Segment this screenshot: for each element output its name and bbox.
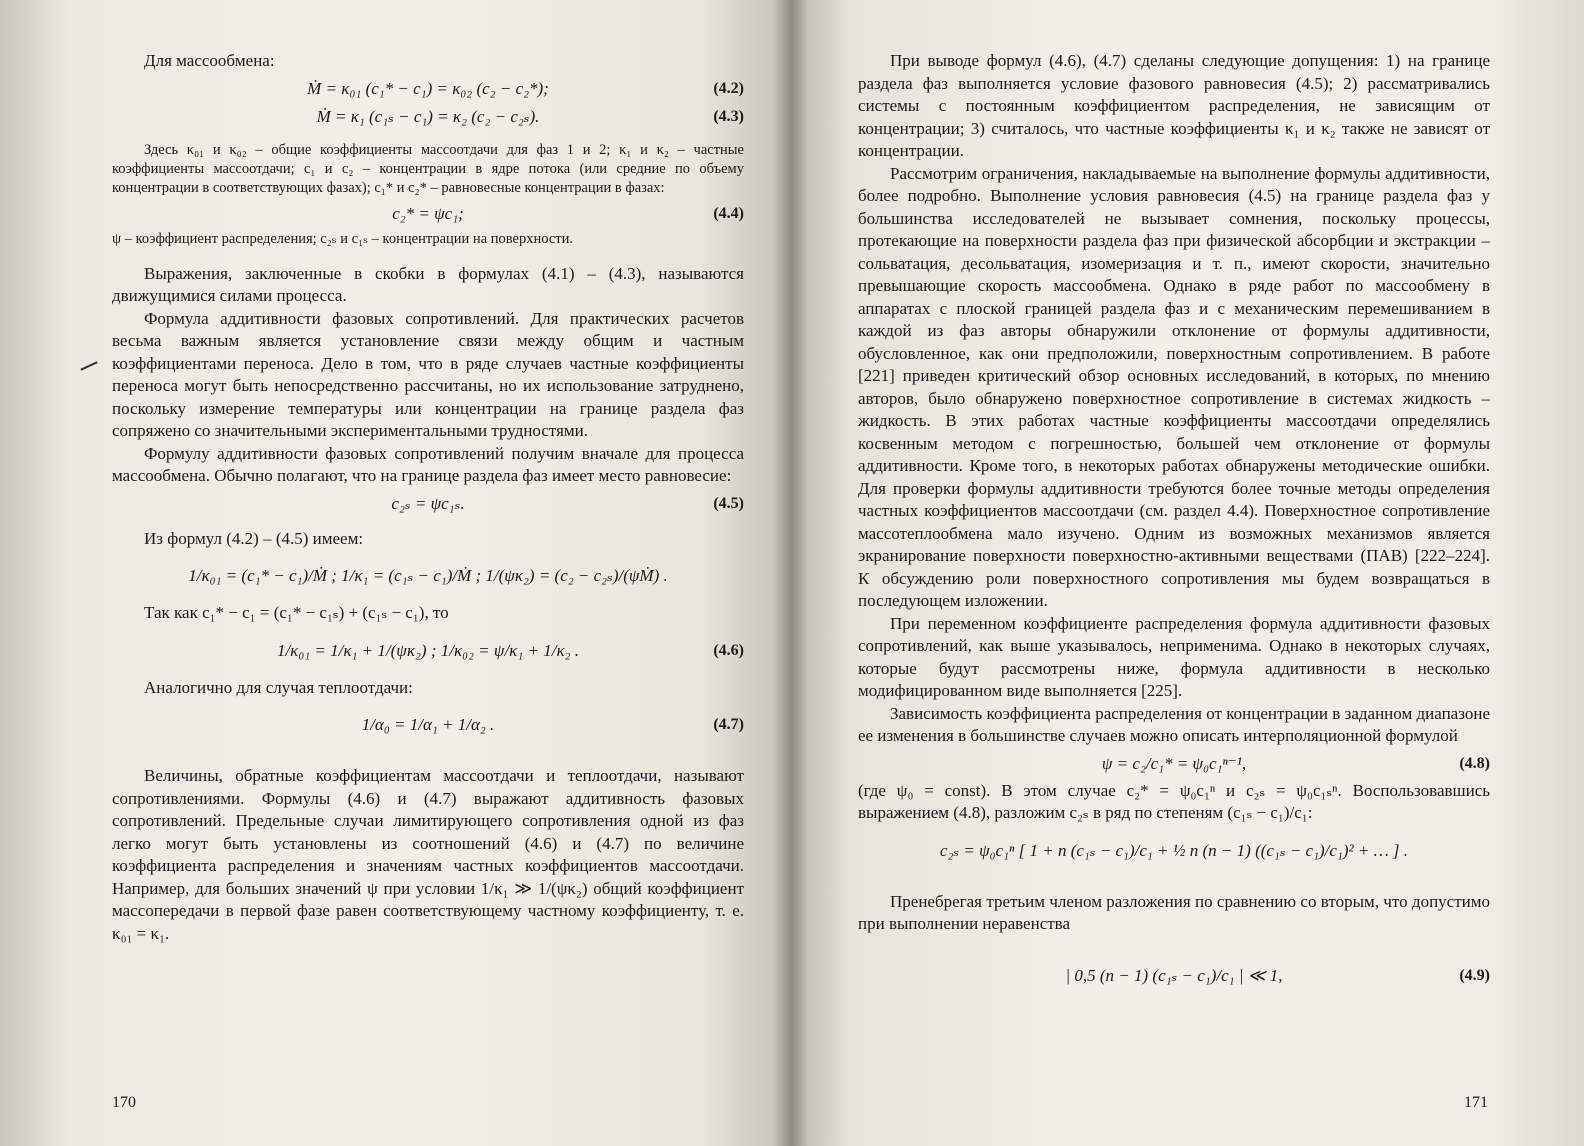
pencil-mark — [80, 361, 97, 370]
paragraph: (где ψ₀ = const). В этом случае c₂* = ψ₀c₁ⁿ и c₂ₛ = ψ₀c₁ₛⁿ. Воспользовавшись выражением (4.8), разложим c₂ₛ в ряд по степеням (c₁ₛ − c₁)/c₁: — [858, 780, 1490, 822]
formula-body: 1/κ₀₁ = (c₁* − c₁)/Ṁ ; 1/κ₁ = (c₁ₛ − c₁)/Ṁ ; 1/(ψκ₂) = (c₂ − c₂ₛ)/(ψṀ) . — [188, 566, 668, 585]
formula-body: Ṁ = κ₁ (c₁ₛ − c₁) = κ₂ (c₂ − c₂ₛ). — [316, 106, 540, 126]
equation-number: (4.2) — [713, 79, 744, 97]
paragraph: При переменном коэффициенте распределения формула аддитивности фазовых сопротивлений, как выше указывалось, неприменима. Однако в некоторых случаях, которые будут рассмотрены ниже, формула аддитивности в несколько модифицированном виде выполняется [225]. — [858, 613, 1490, 700]
formula-body: c₂* = ψc₁; — [392, 203, 464, 223]
paragraph: При выводе формул (4.6), (4.7) сделаны следующие допущения: 1) на границе раздела фаз выполняется условие фазового равновесия (4.5); 2) рассматривались системы с постоянным коэффициентом распределения, не зависящим от концентрации; 3) считалось, что частные коэффициенты κ₁ и κ₂ также не зависят от концентрации. — [858, 51, 1490, 160]
paragraph: Для массообмена: — [144, 51, 275, 70]
formula-4-3 — [112, 105, 744, 129]
paragraph: Здесь κ₀₁ и κ₀₂ – общие коэффициенты массоотдачи для фаз 1 и 2; κ₁ и κ₂ – частные коэффициенты массоотдачи; c₁ и c₂ – концентрации в ядре потока (или средние по объему концентрации в соответствующих фазах); c₁* и c₂* – равновесные концентрации в фазах: — [112, 141, 744, 196]
paragraph: Рассмотрим ограничения, накладываемые на выполнение формулы аддитивности, более подробно. Выполнение условия равновесия (4.5) на границе раздела фаз у большинства исследователей не вызывает сомнения, поскольку процессы, протекающие на поверхности раздела фаз при физической абсорбции и экстракции – сольватация, десольватация, изомеризация и т. п., имеют скорости, значительно превышающие скорость массообмена. Однако в ряде работ по массообмену в аппаратах с плоской границей раздела фаз и с механическим перемешиванием в каждой из фаз авторы обнаружили отклонение от формулы аддитивности, обусловленное, как они предположили, поверхностным сопротивлением. В работе [221] приведен критический обзор основных исследований, в которых, по мнению авторов, было обнаружено поверхностное сопротивление в системах жидкость – жидкость. В этих работах частные коэффициенты массоотдачи определялись косвенным методом с погрешностью, большей чем отклонение от формулы аддитивности. Кроме того, в некоторых работах обнаружены методические ошибки. Для проверки формулы аддитивности требуются более точные методы определения частных коэффициентов массоотдачи (см. раздел 4.4). Поверхностное сопротивление массотеплообмена мало изучено. Одним из возможных механизмов является экранирование поверхности поверхностно-активными веществами (ПАВ) [222–224]. К обсуждению роли поверхностного сопротивления мы будем возвращаться в последующем изложении. — [858, 163, 1490, 610]
paragraph: Зависимость коэффициента распределения от концентрации в заданном диапазоне ее изменения в большинстве случаев можно описать интерполяционной формулой — [858, 703, 1490, 745]
formula-4-4 — [112, 202, 744, 226]
formula-4-6 — [112, 629, 744, 673]
formula-4-7 — [112, 703, 744, 747]
paragraph: Аналогично для случая теплоотдачи: — [144, 677, 413, 697]
page-number: 170 — [112, 1094, 136, 1111]
formula-4-9 — [858, 964, 1490, 988]
equation-number: (4.6) — [713, 641, 744, 659]
formula-4-2 — [112, 77, 744, 101]
formula-body: c₂ₛ = ψ₀c₁ⁿ [ 1 + n (c₁ₛ − c₁)/c₁ + ½ n (n − 1) ((c₁ₛ − c₁)/c₁)² + … ] . — [939, 840, 1409, 860]
left-page-text — [112, 50, 744, 945]
formula-body: ψ = c₂/c₁* = ψ₀c₁ⁿ⁻¹, — [1101, 753, 1247, 773]
paragraph: Величины, обратные коэффициентам массоотдачи и теплоотдачи, называют сопротивлениями. Формулы (4.6) и (4.7) выражают аддитивность фазовых сопротивлений. Предельные случаи лимитирующего сопротивления одной из фаз легко могут быть установлены из соотношений (4.6) и (4.7) по величине коэффициента распределения и значениям частных коэффициентов массоотдачи. Например, для больших значений ψ при условии 1/κ₁ ≫ 1/(ψκ₂) общий коэффициент массопередачи в первой фазе равен соответствующему частному коэффициенту, т. е. κ₀₁ = κ₁. — [112, 766, 744, 943]
equation-number: (4.8) — [1459, 754, 1490, 772]
equation-number: (4.9) — [1459, 966, 1490, 984]
formula-fractions — [112, 554, 744, 598]
formula-body: c₂ₛ = ψc₁ₛ. — [391, 493, 465, 513]
left-page — [0, 0, 790, 1146]
paragraph: Так как c₁* − c₁ = (c₁* − c₁ₛ) + (c₁ₛ − c₁), то — [144, 603, 449, 622]
paragraph: Из формул (4.2) – (4.5) имеем: — [144, 528, 364, 548]
paragraph: Выражения, заключенные в скобки в формулах (4.1) – (4.3), называются движущимися силами процесса. — [112, 263, 744, 305]
right-page-text — [858, 50, 1490, 992]
equation-number: (4.7) — [713, 716, 744, 733]
paragraph: ψ – коэффициент распределения; c₂ₛ и c₁ₛ – концентрации на поверхности. — [112, 230, 573, 247]
formula-body: 1/κ₀₁ = 1/κ₁ + 1/(ψκ₂) ; 1/κ₀₂ = ψ/κ₁ + 1/κ₂ . — [276, 640, 580, 660]
equation-number: (4.5) — [713, 494, 744, 512]
page-number: 171 — [1464, 1094, 1488, 1111]
paragraph: Формула аддитивности фазовых сопротивлений. Для практических расчетов весьма важным является установление связи между общим и частным коэффициентами переноса. Дело в том, что в ряде случаев частные коэффициенты переноса могут быть непосредственно рассчитаны, но их использование затруднено, поскольку измерение температуры или концентрации на границе раздела фаз сопряжено со значительными экспериментальными трудностями. — [112, 308, 744, 440]
formula-4-5 — [112, 492, 744, 516]
equation-number: (4.3) — [713, 107, 744, 125]
formula-series — [858, 829, 1490, 873]
right-page — [790, 0, 1584, 1146]
book-gutter — [772, 0, 808, 1146]
paragraph: Пренебрегая третьим членом разложения по сравнению со вторым, что допустимо при выполнении неравенства — [858, 891, 1490, 933]
equation-number: (4.4) — [713, 204, 744, 222]
formula-body: 1/α₀ = 1/α₁ + 1/α₂ . — [361, 715, 495, 734]
formula-body: | 0,5 (n − 1) (c₁ₛ − c₁)/c₁ | ≪ 1, — [1065, 965, 1283, 985]
formula-4-8 — [858, 752, 1490, 776]
paragraph: Формулу аддитивности фазовых сопротивлений получим вначале для процесса массообмена. Обычно полагают, что на границе раздела фаз имеет место равновесие: — [112, 443, 744, 485]
formula-body: Ṁ = κ₀₁ (c₁* − c₁) = κ₀₂ (c₂ − c₂*); — [307, 78, 549, 98]
